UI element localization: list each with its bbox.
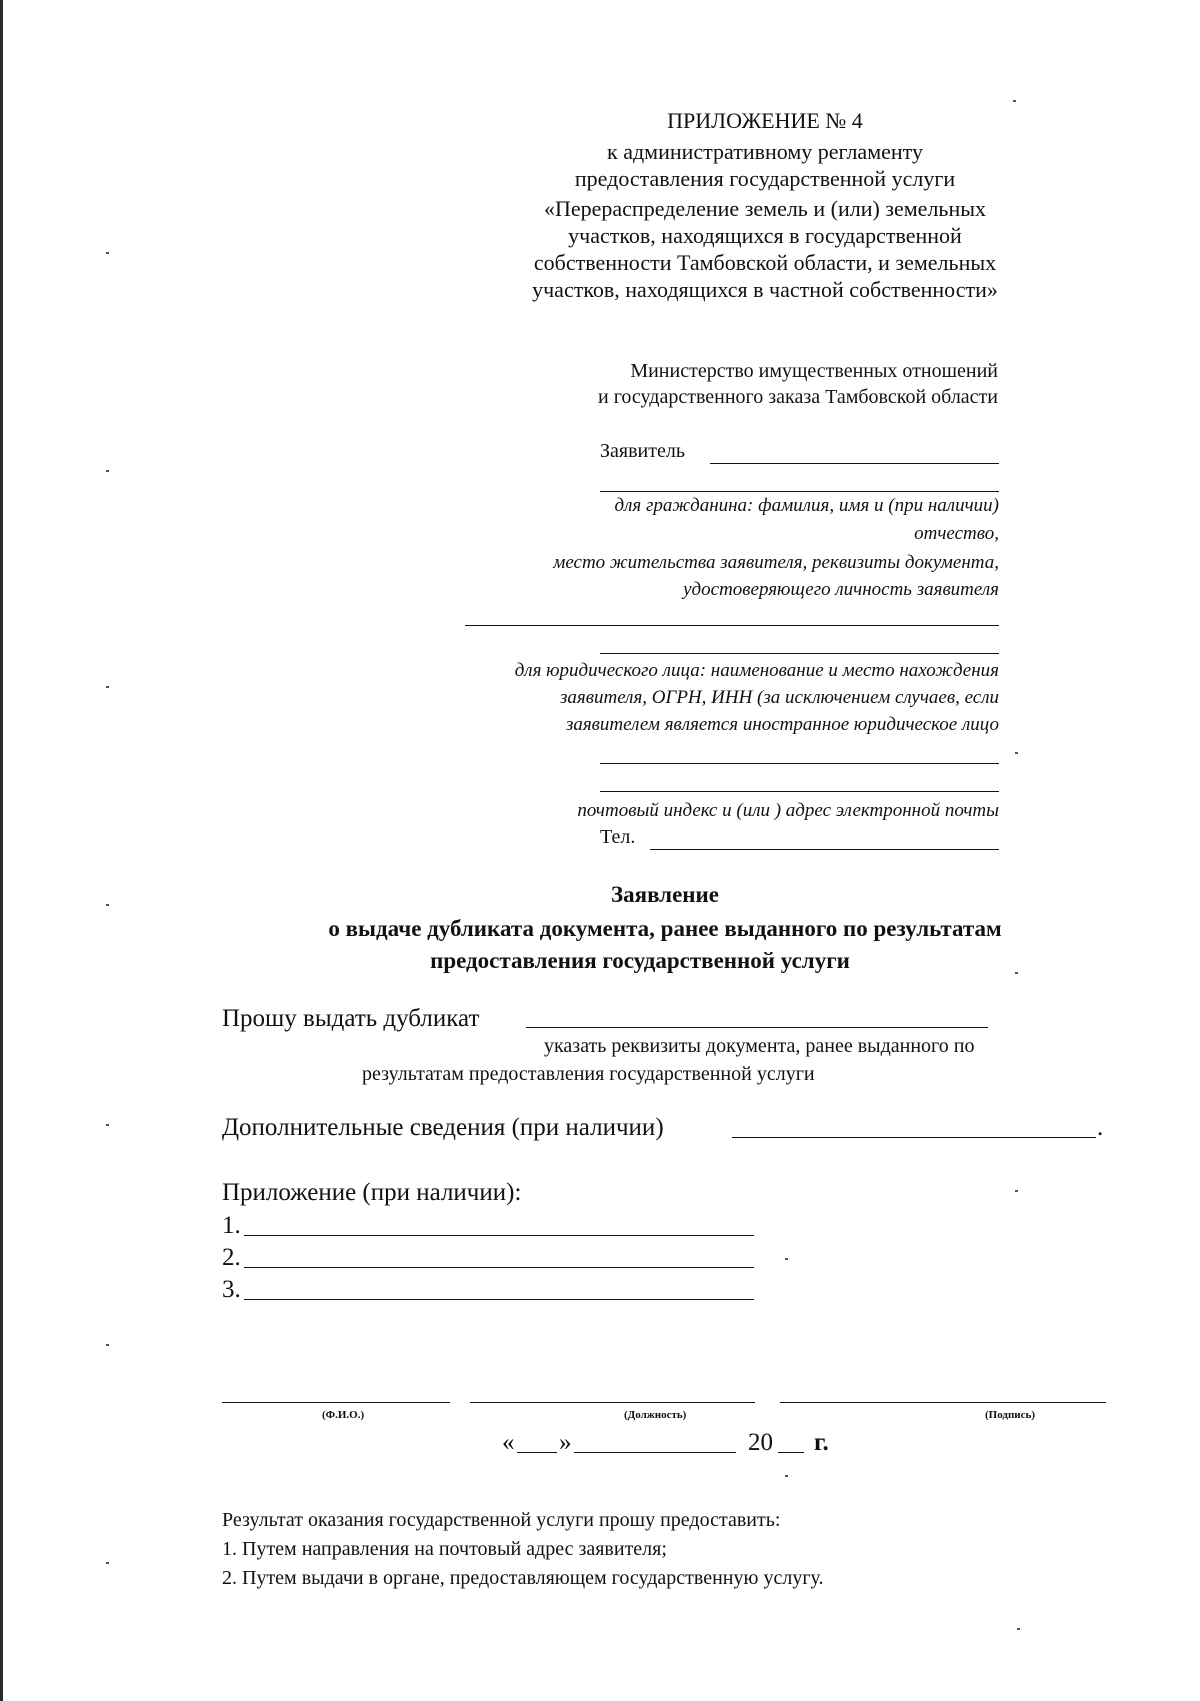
applicant-label: Заявитель [600,440,685,462]
date-year-suffix: г. [814,1429,829,1456]
applicant-field[interactable] [710,463,999,464]
date-open-quote: « [502,1429,515,1456]
date-day-field[interactable] [517,1452,557,1453]
date-year-field[interactable] [778,1452,804,1453]
result-option: 2. Путем выдачи в органе, предоставляющем государственную услугу. [222,1567,824,1589]
result-option: 1. Путем направления на почтовый адрес заявителя; [222,1538,667,1560]
appendix-line: предоставления государственной услуги [574,166,956,191]
phone-label: Тел. [600,826,636,848]
scan-speck [106,252,109,254]
appendix-heading: ПРИЛОЖЕНИЕ № 4 [667,108,863,133]
addressee-line: Министерство имущественных отношений [630,360,998,382]
scan-speck [785,1258,788,1260]
applicant-field[interactable] [465,625,999,626]
position-field[interactable] [470,1402,755,1403]
request-hint: результатам предоставления государственной услуги [362,1063,815,1085]
date-month-field[interactable] [574,1452,736,1453]
attachments-label: Приложение (при наличии): [222,1179,522,1206]
signature-caption: (Подпись) [985,1409,1036,1421]
attachment-field[interactable] [244,1299,754,1300]
postal-hint: почтовый индекс и (или ) адрес электронной почты [577,800,999,821]
statement-subtitle: предоставления государственной услуги [430,948,850,973]
additional-end: . [1097,1114,1104,1141]
attachment-field[interactable] [244,1235,754,1236]
additional-field[interactable] [732,1137,1096,1138]
scan-speck [1015,972,1018,974]
citizen-hint: для гражданина: фамилия, имя и (при наличии) [614,495,999,516]
scan-speck [1017,1628,1020,1630]
appendix-line: собственности Тамбовской области, и земельных [533,250,997,275]
attachment-field[interactable] [244,1267,754,1268]
scan-speck [106,470,109,472]
additional-label: Дополнительные сведения (при наличии) [222,1114,664,1141]
scan-speck [785,1475,788,1477]
statement-title: Заявление [610,882,720,907]
date-year-prefix: 20 [748,1429,773,1456]
date-close-quote: » [559,1429,572,1456]
appendix-line: «Перераспределение земель и (или) земельных [543,196,987,221]
appendix-line: участков, находящихся в частной собственности» [532,277,998,302]
appendix-line: участков, находящихся в государственной [568,223,962,248]
request-field[interactable] [526,1027,988,1028]
citizen-hint: место жительства заявителя, реквизиты документа, [553,552,999,573]
fio-caption: (Ф.И.О.) [322,1409,365,1421]
fio-field[interactable] [222,1402,450,1403]
signature-field[interactable] [780,1402,1106,1403]
request-hint: указать реквизиты документа, ранее выданного по [544,1035,975,1057]
position-caption: (Должность) [624,1409,687,1421]
attachment-number: 3. [222,1276,241,1303]
applicant-field[interactable] [600,791,999,792]
scan-speck [106,1562,109,1564]
statement-subtitle: о выдаче дубликата документа, ранее выданного по результатам [328,916,1002,941]
scan-speck [1013,100,1016,102]
citizen-hint: удостоверяющего личность заявителя [683,579,999,600]
scan-edge [0,0,3,1701]
appendix-line: к административному регламенту [607,139,923,164]
attachment-number: 2. [222,1244,241,1271]
phone-field[interactable] [650,849,999,850]
attachment-number: 1. [222,1212,241,1239]
scan-speck [1015,1190,1018,1192]
result-intro: Результат оказания государственной услуги прошу предоставить: [222,1509,781,1531]
scan-speck [106,1344,109,1346]
legal-hint: для юридического лица: наименование и место нахождения [514,660,999,681]
scan-speck [106,686,109,688]
legal-hint: заявителя, ОГРН, ИНН (за исключением случаев, если [560,687,999,708]
scan-speck [106,1124,109,1126]
scan-speck [1015,752,1018,754]
addressee-line: и государственного заказа Тамбовской области [598,386,998,408]
citizen-hint: отчество, [914,523,999,544]
legal-hint: заявителем является иностранное юридическое лицо [565,714,999,735]
scan-speck [106,904,109,906]
applicant-field[interactable] [600,653,999,654]
request-label: Прошу выдать дубликат [222,1005,480,1032]
applicant-field[interactable] [600,763,999,764]
